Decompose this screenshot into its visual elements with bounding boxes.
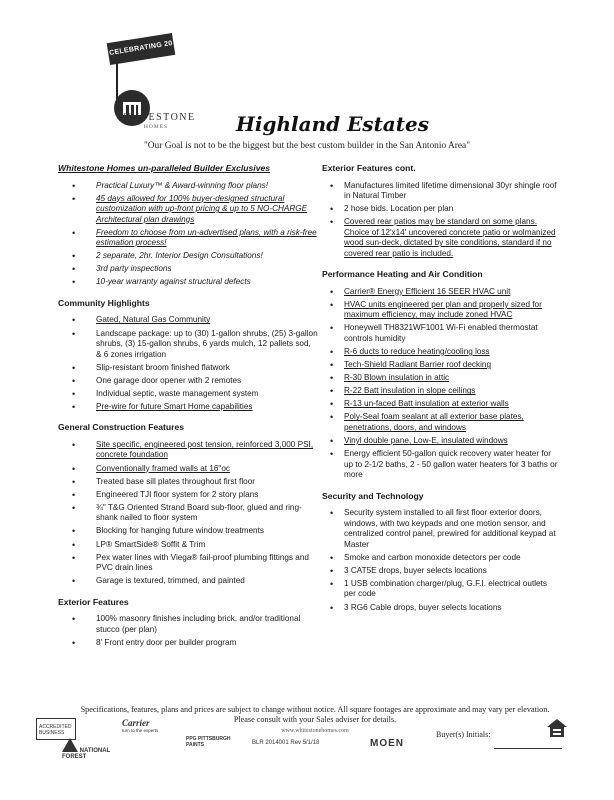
disclaimer-text: Specifications, features, plans and prices are subject to change without notice. All square footages are approximate and may vary per elevation. Please consult with your Sales adviser for details. (80, 705, 550, 724)
list-item: • 10-year warranty against structural defects (58, 277, 318, 288)
community-list (58, 315, 318, 412)
section-title-exterior: Exterior Features (58, 596, 129, 607)
list-item: • 2 hose bids. Location per plan (322, 204, 560, 215)
revision-text: BLR 2014001 Rev 5/1/18 (252, 740, 320, 746)
section-title-exterior-cont: Exterior Features cont. (322, 163, 416, 173)
list-item: • Gated, Natural Gas Community (58, 315, 318, 326)
list-item: • Garage is textured, trimmed, and painted (58, 576, 318, 587)
list-item: • Landscape package: up to (30) 1-gallon shrubs, (25) 3-gallon shrubs, (3) 15-gallon shrubs, 6 yards mulch, 12 pallets sod, & 6 zones irrigation (58, 329, 318, 361)
list-item: • 100% masonry finishes including brick, and/or traditional stucco (per plan) (58, 614, 318, 635)
list-item: • Treated base sill plates throughout first floor (58, 477, 318, 488)
moen-text: MOEN (370, 738, 404, 749)
list-item: • Individual septic, waste management system (58, 389, 318, 400)
list-item: • 3 RG6 Cable drops, buyer selects locations (322, 603, 560, 614)
section-title-exclusives: Whitestone Homes un-paralleled Builder Exclusives (58, 163, 271, 173)
list-item: • Blocking for hanging future window treatments (58, 526, 318, 537)
list-item: • Poly-Seal foam sealant at all exterior base plates, penetrations, doors, and windows (322, 412, 560, 433)
list-item: • Pre-wire for future Smart Home capabilities (58, 402, 318, 413)
list-item: • R-13 un-faced Batt insulation at exterior walls (322, 399, 560, 410)
list-item: • Conventionally framed walls at 16"oc (58, 464, 318, 475)
list-item: • Covered rear patios may be standard on some plans. Choice of 12'x14' uncovered concrete patio or wolmanized wood sun-deck, dictated by site conditions, standard if no covered rear patio is included. (322, 217, 560, 259)
hvac-list (322, 287, 560, 481)
list-item: • 1 USB combination charger/plug, G.F.I. electrical outlets per code (322, 579, 560, 600)
list-item: • R-30 Blown insulation in attic (322, 373, 560, 384)
section-title-security: Security and Technology (322, 490, 424, 501)
buyer-initials-label: Buyer(s) Initials: (436, 730, 491, 739)
right-column (322, 163, 560, 623)
list-item: • 3 CAT5E drops, buyer selects locations (322, 566, 560, 577)
list-item: • Energy efficient 50-gallon quick recovery water heater for up to 2-1/2 baths, 2 - 50 gallon water heaters for 3 baths or more (322, 449, 560, 481)
list-item: • One garage door opener with 2 remotes (58, 376, 318, 387)
list-item: • Practical Luxury™ & Award-winning floor plans! (58, 181, 318, 192)
construction-list (58, 440, 318, 587)
brand-sub: HOMES (143, 124, 169, 130)
brand-name: WHITESTONE (116, 112, 196, 123)
equal-housing-icon (546, 718, 568, 740)
celebrating-banner: CELEBRATING 20 YEARS (107, 33, 176, 65)
carrier-text: Carrier (122, 718, 150, 728)
list-item: • Honeywell TH8321WF1001 Wi-Fi enabled thermostat controls humidity (322, 323, 560, 344)
list-item: • 8' Front entry door per builder program (58, 638, 318, 649)
list-item: • Engineered TJI floor system for 2 story plans (58, 490, 318, 501)
list-item: • ¾" T&G Oriented Strand Board sub-floor, glued and ring-shank nailed to floor system (58, 503, 318, 524)
list-item: • Carrier® Energy Efficient 16 SEER HVAC unit (322, 287, 560, 298)
list-item: • 2 separate, 2hr. Interior Design Consultations! (58, 251, 318, 262)
carrier-logo (122, 718, 180, 733)
national-forest-text: NATIONAL FOREST (62, 748, 111, 760)
list-item: • Manufactures limited lifetime dimensional 30yr shingle roof in Natural Timber (322, 181, 560, 202)
exclusives-list (58, 181, 318, 288)
whitestone-logo (96, 38, 186, 138)
ppg-text: PPG PITTSBURGH PAINTS (186, 736, 231, 748)
website-text: www.whitestonehomes.com (281, 728, 349, 734)
section-title-construction: General Construction Features (58, 422, 185, 433)
list-item: • Smoke and carbon monoxide detectors per code (322, 553, 560, 564)
tagline: "Our Goal is not to be the biggest but the best custom builder in the San Antonio Area" (143, 141, 471, 151)
list-item: • R-6 ducts to reduce heating/cooling loss (322, 347, 560, 358)
list-item: • Pex water lines with Viega® fail-proof plumbing fittings and PVC drain lines (58, 553, 318, 574)
list-item: • HVAC units engineered per plan and properly sized for maximum efficiency, may include zoned HVAC (322, 300, 560, 321)
exterior-cont-list (322, 181, 560, 260)
moen-logo (370, 738, 404, 749)
list-item: • Slip-resistant broom finished flatwork (58, 363, 318, 374)
buyer-initials-line (494, 748, 562, 749)
bbb-logo-text: ACCREDITED BUSINESS (39, 724, 72, 736)
tree-icon (62, 738, 78, 752)
carrier-sub-text: turn to the experts (122, 728, 159, 733)
list-item: • Vinyl double pane, Low-E, insulated windows (322, 436, 560, 447)
list-item: • Security system installed to all first floor exterior doors, windows, with two keypads and one motion sensor, and centralized control panel, prewired for additional keypad at Master (322, 508, 560, 550)
list-item: • LP® SmartSide® Soffit & Trim (58, 540, 318, 551)
left-column (58, 163, 318, 658)
list-item: • 3rd party inspections (58, 264, 318, 275)
security-list (322, 508, 560, 613)
bbb-logo (36, 718, 76, 740)
list-item: • Freedom to choose from un-advertised plans, with a risk-free estimation process! (58, 228, 318, 249)
exterior-list (58, 614, 318, 648)
section-title-hvac: Performance Heating and Air Condition (322, 269, 483, 280)
ppg-logo (186, 736, 238, 748)
list-item: • Tech-Shield Radiant Barrier roof decking (322, 360, 560, 371)
page-title: Highland Estates (236, 112, 429, 136)
list-item: • Site specific, engineered post tension, reinforced 3,000 PSI, concrete foundation (58, 440, 318, 461)
list-item: • 45 days allowed for 100% buyer-designed structural customization with up-front pricing & up to 5 NO-CHARGE Architectural plan drawings (58, 194, 318, 226)
national-forest-logo (62, 738, 122, 760)
list-item: • R-22 Batt insulation in slope ceilings (322, 386, 560, 397)
section-title-community: Community Highlights (58, 297, 150, 308)
